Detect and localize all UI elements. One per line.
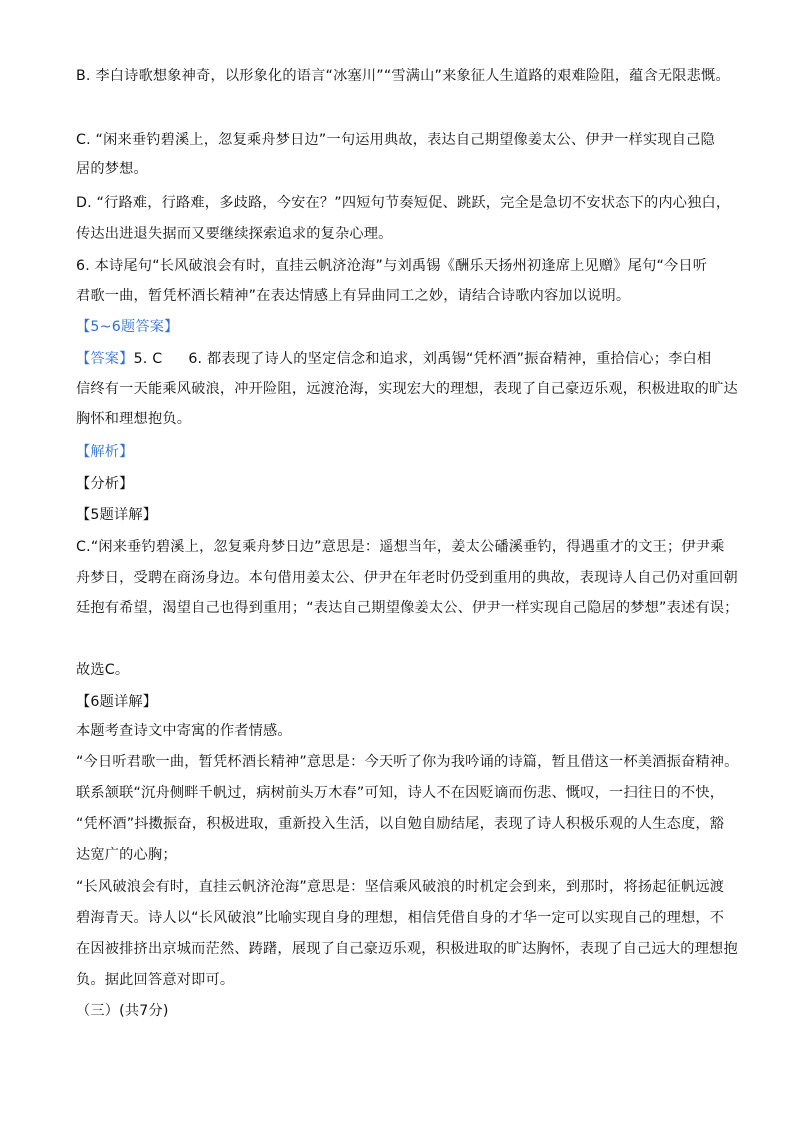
q6-detail-line-2: “今日听君歌一曲，暂凭杯酒长精神”意思是：今天听了你为我吟诵的诗篇，暂且借这一杯美酒振奋精神。 [76,754,739,770]
option-c-line-2: 居的梦想。 [76,161,148,177]
analysis-heading: 【解析】 [76,444,134,460]
answer-line-1 [76,349,711,369]
answer-section-heading: 【5~6题答案】 [76,319,179,335]
q6-detail-line-8: 在因被排挤出京城而茫然、踌躇，展现了自己豪迈乐观，积极进取的旷达胸怀，表现了自己远大的理想抱 [76,941,738,957]
q5-detail-line-1: C.“闲来垂钓碧溪上，忽复乘舟梦日边”意思是：遥想当年，姜太公磻溪垂钓，得遇重才的文王；伊尹乘 [76,539,725,555]
q6-detail-line-7: 碧海青天。诗人以“长风破浪”比喻实现自身的理想，相信凭借自身的才华一定可以实现自己的理想，不 [76,910,725,926]
question-6-line-2: 君歌一曲，暂凭杯酒长精神”在表达情感上有异曲同工之妙，请结合诗歌内容加以说明。 [76,288,631,304]
answer-5: 5. C [133,351,163,367]
q6-detail-line-9: 负。据此回答意对即可。 [76,972,235,988]
section-three-heading: （三）(共7分) [76,1003,169,1019]
question-6-line-1: 6. 本诗尾句“长风破浪会有时，直挂云帆济沧海”与刘禹锡《酬乐天扬州初逢席上见赠》尾句“今日听 [76,258,708,274]
q6-detail-line-1: 本题考查诗文中寄寓的作者情感。 [76,723,292,739]
q6-detail-line-4: “凭杯酒”抖擞振奋，积极进取，重新投入生活，以自勉自励结尾，表现了诗人积极乐观的人生态度，豁 [76,816,725,832]
q5-detail-line-3: 廷抱有希望，渴望自己也得到重用；“表达自己期望像姜太公、伊尹一样实现自己隐居的梦想”表述有误； [76,600,739,616]
option-b-line: B. 李白诗歌想象神奇，以形象化的语言“冰塞川”“雪满山”来象征人生道路的艰难险阻，蕴含无限悲慨。 [76,68,730,84]
q5-detail-line-2: 舟梦日，受聘在商汤身边。本句借用姜太公、伊尹在年老时仍受到重用的典故，表现诗人自己仍对重回朝 [76,570,738,586]
option-d-line-1: D. “行路难，行路难，多歧路，今安在？”四短句节奏短促、跳跃，完全是急切不安状态下的内心独白， [76,195,731,211]
q6-detail-line-5: 达宽广的心胸； [76,847,177,863]
fenxi-heading: 【分析】 [76,476,134,492]
answer-line-2: 信终有一天能乘风破浪，冲开险阻，远渡沧海，实现宏大的理想，表现了自己豪迈乐观，积极进取的旷达 [76,381,738,397]
option-d-line-2: 传达出进退失据而又要继续探索追求的复杂心理。 [76,226,393,242]
q6-detail-heading: 【6题详解】 [76,694,158,710]
q6-detail-line-3: 联系颔联“沉舟侧畔千帆过，病树前头万木春”可知，诗人不在因贬谪而伤悲、慨叹，一扫往日的不快， [76,785,725,801]
q6-detail-line-6: “长风破浪会有时，直挂云帆济沧海”意思是：坚信乘风破浪的时机定会到来，到那时，将扬起征帆远渡 [76,879,725,895]
option-c-line-1: C. “闲来垂钓碧溪上，忽复乘舟梦日边”一句运用典故，表达自己期望像姜太公、伊尹一样实现自己隐 [76,132,715,148]
answer-line-3: 胸怀和理想抱负。 [76,411,192,427]
q5-conclusion: 故选C。 [76,662,130,678]
answer-tag: 【答案】 [76,351,134,367]
answer-6: 6. 都表现了诗人的坚定信念和追求，刘禹锡“凭杯酒”振奋精神，重拾信心；李白相 [188,351,712,367]
q5-detail-heading: 【5题详解】 [76,507,158,523]
